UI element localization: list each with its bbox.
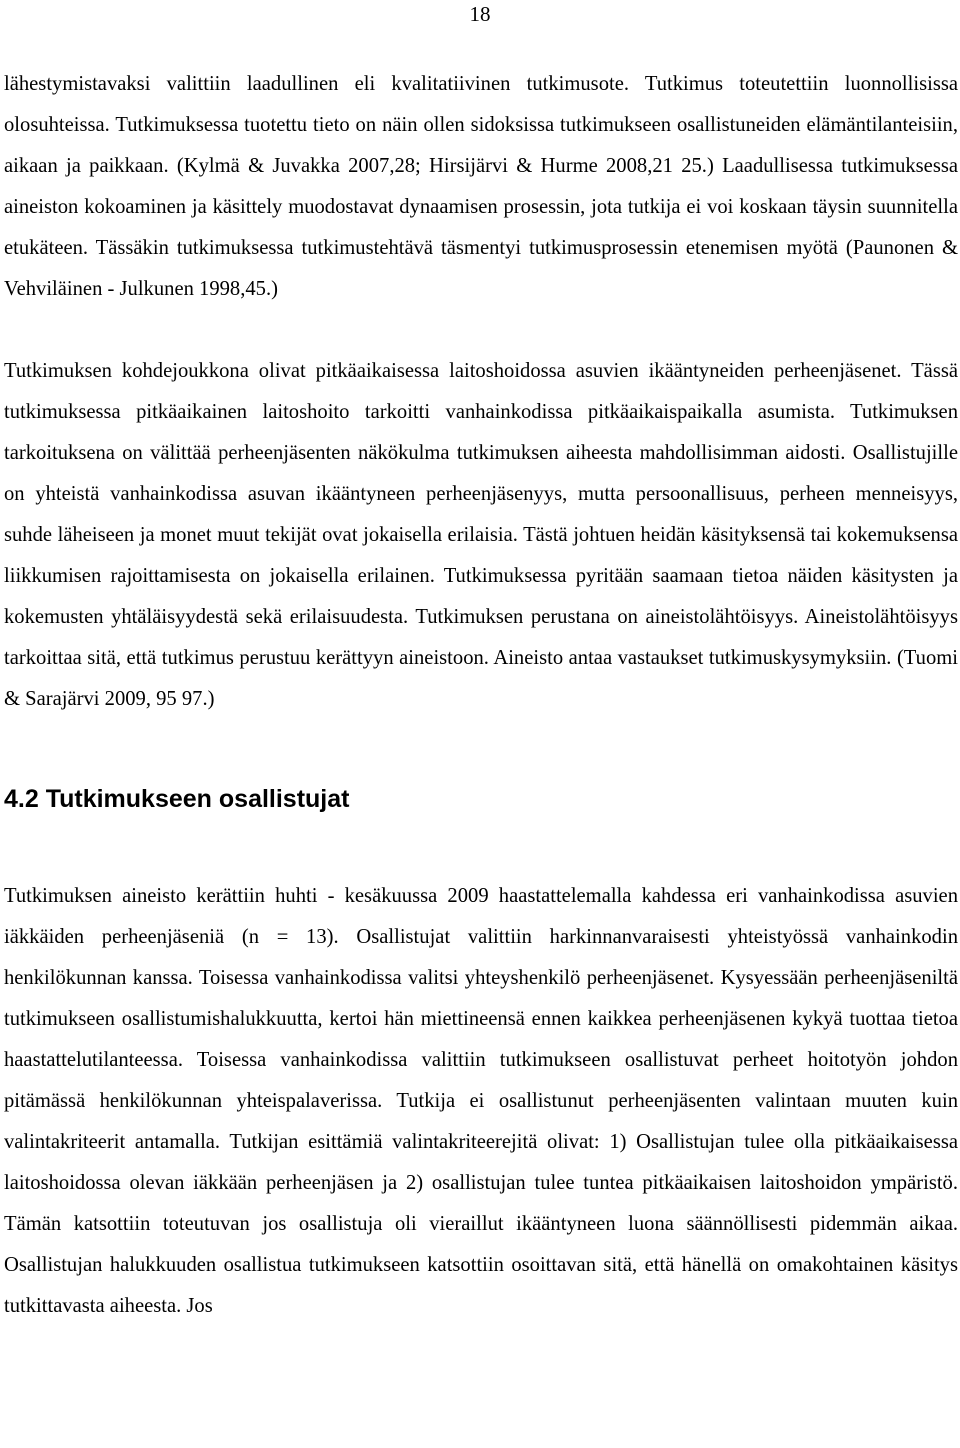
paragraph-methodology: lähestymistavaksi valittiin laadullinen eli kvalitatiivinen tutkimusote. Tutkimus toteutettiin luonnollisissa olosuhteissa. Tutkimuksessa tuotettu tieto on näin ollen sidoksissa tutkimukseen osallistuneiden elämäntilanteisiin, aikaan ja paikkaan. (Kylmä & Juvakka 2007,28; Hirsijärvi & Hurme 2008,21 25.) Laadullisessa tutkimuksessa aineiston kokoaminen ja käsittely muodostavat dynaamisen prosessin, jota tutkija ei voi koskaan täysin suunnitella etukäteen. Tässäkin tutkimuksessa tutkimustehtävä täsmentyi tutkimusprosessin etenemisen myötä (Paunonen & Vehviläinen - Julkunen 1998,45.) xyxy=(4,73,958,300)
paragraph-participants: Tutkimuksen aineisto kerättiin huhti - kesäkuussa 2009 haastattelemalla kahdessa eri vanhainkodissa asuvien iäkkäiden perheenjäseniä (n = 13). Osallistujat valittiin harkinnanvaraisesti yhteistyössä vanhainkodin henkilökunnan kanssa. Toisessa vanhainkodissa valitsi yhteyshenkilö perheenjäsenet. Kysyessään perheenjäseniltä tutkimukseen osallistumishalukkuutta, kertoi hän miettineensä ennen kaikkea perheenjäsenen kykyä tuottaa tietoa haastattelutilanteessa. Toisessa vanhainkodissa valittiin tutkimukseen osallistuvat perheet hoitotyön johdon pitämässä henkilökunnan yhteispalaverissa. Tutkija ei osallistunut perheenjäsenten valintaan muuten kuin valintakriteerit antamalla. Tutkijan esittämiä valintakriteerejitä olivat: 1) Osallistujan tulee olla pitkäaikaisessa laitoshoidossa olevan iäkkään perheenjäsen ja 2) osallistujan tulee tuntea pitkäaikaisen laitoshoidon ympäristö. Tämän katsottiin toteutuvan jos osallistuja oli vieraillut ikääntyneen luona säännöllisesti pidemmän aikaa. Osallistujan halukkuuden osallistua tutkimukseen katsottiin osoittavan sitä, että hänellä on omakohtainen käsitys tutkittavasta aiheesta. Jos xyxy=(4,885,958,1317)
page-number: 18 xyxy=(469,2,491,26)
paragraph-target-group: Tutkimuksen kohdejoukkona olivat pitkäaikaisessa laitoshoidossa asuvien ikääntyneiden perheenjäsenet. Tässä tutkimuksessa pitkäaikainen laitoshoito tarkoitti vanhainkodissa pitkäaikaispaikalla asumista. Tutkimuksen tarkoituksena on välittää perheenjäsenten näkökulma tutkimuksen aiheesta mahdollisimman aidosti. Osallistujille on yhteistä vanhainkodissa asuvan ikääntyneen perheenjäsenyys, mutta persoonallisuus, perheen menneisyys, suhde läheiseen ja monet muut tekijät ovat jokaisella erilaisia. Tästä johtuen heidän käsityksensä tai kokemuksensa liikkumisen rajoittamisesta on jokaisella erilainen. Tutkimuksessa pyritään saamaan tietoa näiden käsitysten ja kokemusten yhtäläisyydestä sekä erilaisuudesta. Tutkimuksen perustana on aineistolähtöisyys. Aineistolähtöisyys tarkoittaa sitä, että tutkimus perustuu kerättyyn aineistoon. Aineisto antaa vastaukset tutkimuskysymyksiin. (Tuomi & Sarajärvi 2009, 95 97.) xyxy=(4,360,958,710)
section-heading: 4.2 Tutkimukseen osallistujat xyxy=(4,785,350,813)
document-body xyxy=(4,64,958,1327)
